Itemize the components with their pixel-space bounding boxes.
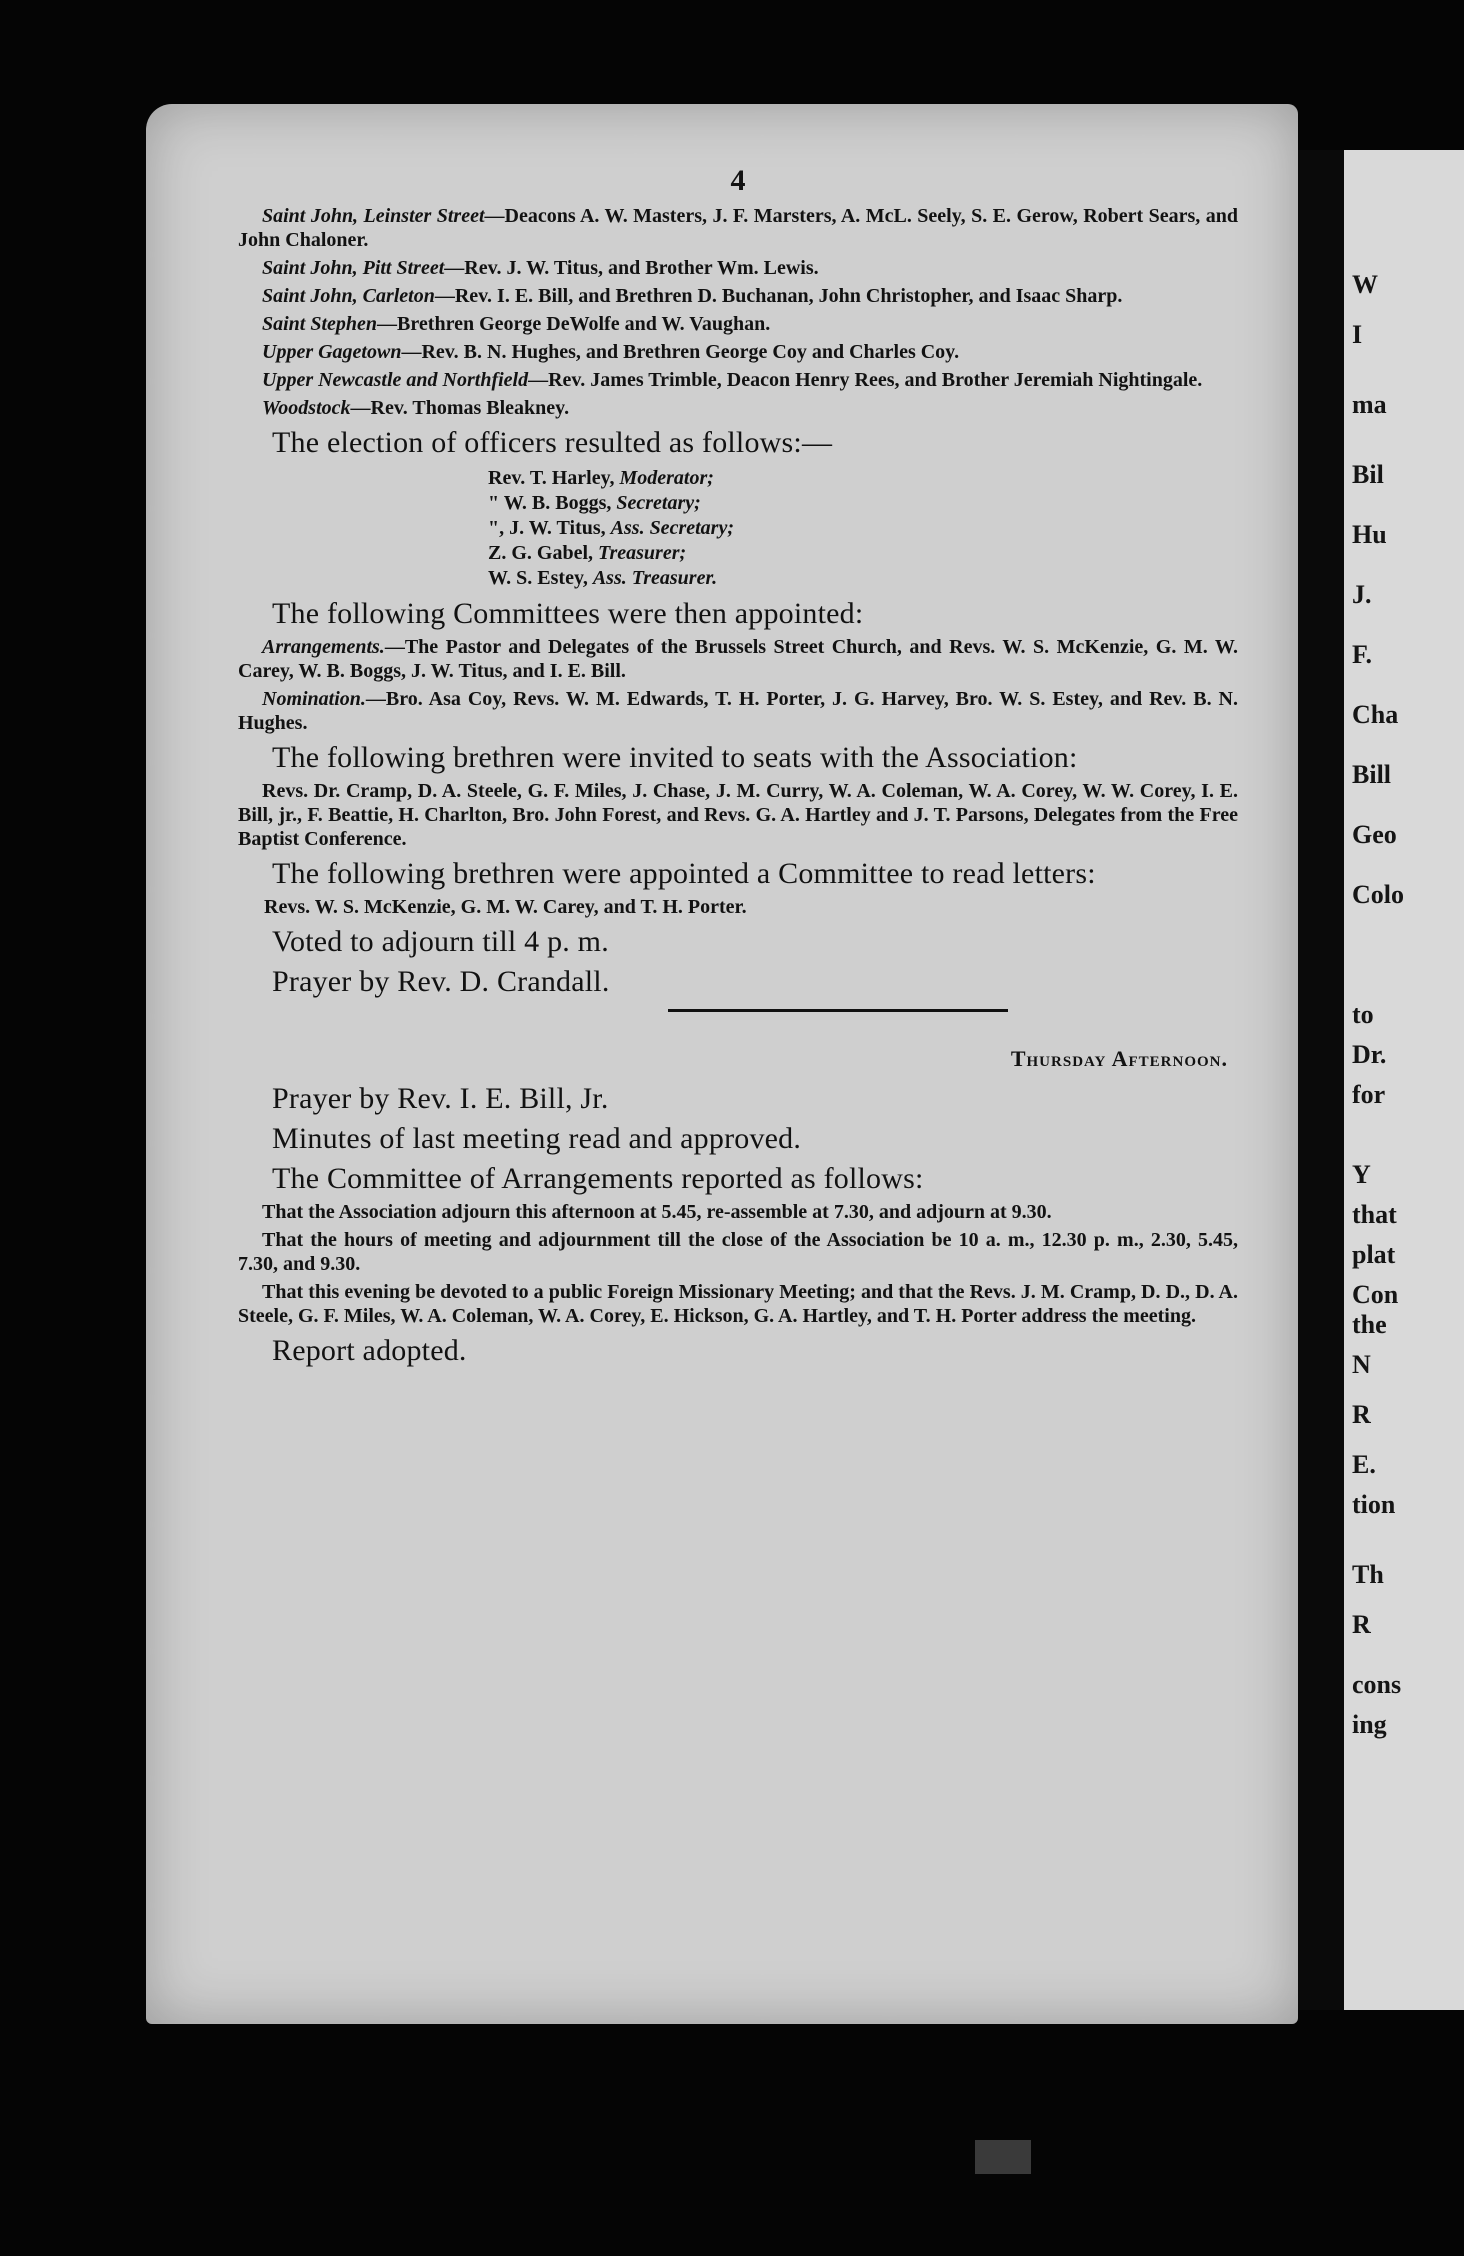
delegate-text: —Rev. Thomas Bleakney. xyxy=(350,397,570,419)
delegate-place: Woodstock xyxy=(262,397,351,419)
election-heading: The election of officers resulted as follows:— xyxy=(272,426,833,459)
delegate-entry xyxy=(238,284,1238,308)
delegate-text: —Deacons A. W. Masters, J. F. Marsters, A. McL. Seely, S. E. Gerow, Robert Sears, and John Chaloner. xyxy=(238,205,1239,251)
delegate-entry xyxy=(238,256,1238,280)
adjacent-page-fragment: J. xyxy=(1352,580,1372,609)
letters-heading: The following brethren were appointed a Committee to read letters: xyxy=(272,857,1096,890)
report-adopted: Report adopted. xyxy=(272,1334,467,1367)
session-title: Thursday Afternoon. xyxy=(1010,1046,1228,1071)
delegate-place: Saint John, Carleton xyxy=(262,285,435,307)
delegate-place: Saint Stephen xyxy=(262,313,378,335)
report-item: That the Association adjourn this afternoon at 5.45, re-assemble at 7.30, and adjourn at 9.30. xyxy=(262,1201,1052,1223)
report-item: That the hours of meeting and adjournment till the close of the Association be 10 a. m., 12.30 p. m., 2.30, 5.45, 7.30, and 9.30. xyxy=(238,1229,1238,1275)
delegates-list xyxy=(238,204,1238,420)
officer-line xyxy=(488,566,1238,591)
delegate-text: —Rev. James Trimble, Deacon Henry Rees, and Brother Jeremiah Nightingale. xyxy=(528,369,1203,391)
binding-gutter xyxy=(1298,150,1344,2010)
delegate-text: —Rev. J. W. Titus, and Brother Wm. Lewis. xyxy=(444,257,819,279)
invited-heading: The following brethren were invited to seats with the Association: xyxy=(272,741,1078,774)
officers-list xyxy=(488,466,1238,591)
officer-name: Z. G. Gabel, xyxy=(488,542,594,564)
adjacent-page-fragment: Hu xyxy=(1352,520,1387,549)
adjacent-page-fragment: Con xyxy=(1352,1280,1399,1309)
page-number: 4 xyxy=(730,164,746,197)
report-item: That this evening be devoted to a public Foreign Missionary Meeting; and that the Revs. J. M. Cramp, D. D., D. A. Steele, G. F. Miles, W. A. Coleman, W. A. Corey, E. Hickson, G. A. Hartley, and T. H. Porter address the meeting. xyxy=(238,1281,1238,1327)
adjacent-page-fragment: E. xyxy=(1352,1450,1376,1479)
officer-role: Ass. Treasurer. xyxy=(592,567,718,589)
delegate-entry xyxy=(238,312,1238,336)
adjacent-page-fragment: Cha xyxy=(1352,700,1399,729)
officer-name: ", J. W. Titus, xyxy=(488,517,606,539)
adjacent-page-fragment: ma xyxy=(1352,390,1387,419)
officer-name: W. S. Estey, xyxy=(488,567,588,589)
committees-heading: The following Committees were then appointed: xyxy=(272,597,864,630)
document-page xyxy=(146,104,1298,2024)
adjacent-page-fragment: that xyxy=(1352,1200,1397,1229)
prayer-note: Prayer by Rev. D. Crandall. xyxy=(272,965,610,998)
committee-name: Nomination. xyxy=(262,688,366,710)
adjacent-page-fragment: Dr. xyxy=(1352,1040,1387,1069)
letters-committee: Revs. W. S. McKenzie, G. M. W. Carey, and T. H. Porter. xyxy=(264,896,747,918)
adjacent-page-fragment: the xyxy=(1352,1310,1387,1339)
officer-name: Rev. T. Harley, xyxy=(488,467,615,489)
page-content xyxy=(238,164,1238,1372)
officer-name: " W. B. Boggs, xyxy=(488,492,612,514)
delegate-entry xyxy=(238,340,1238,364)
adjacent-page-fragment: cons xyxy=(1352,1670,1402,1699)
adjacent-page-fragment: Bill xyxy=(1352,760,1392,789)
delegate-text: —Brethren George DeWolfe and W. Vaughan. xyxy=(377,313,771,335)
delegate-text: —Rev. B. N. Hughes, and Brethren George Coy and Charles Coy. xyxy=(401,341,960,363)
adjacent-page-fragment: to xyxy=(1352,1000,1374,1029)
adjourn-note: Voted to adjourn till 4 p. m. xyxy=(272,925,609,958)
adjacent-page-fragment: for xyxy=(1352,1080,1386,1109)
officer-line xyxy=(488,516,1238,541)
scan-mark xyxy=(975,2140,1031,2174)
report-heading: The Committee of Arrangements reported as follows: xyxy=(272,1162,924,1195)
adjacent-page-fragment: plat xyxy=(1352,1240,1396,1269)
committee-text: —The Pastor and Delegates of the Brussels Street Church, and Revs. W. S. McKenzie, G. M. W. Carey, W. B. Boggs, J. W. Titus, and I. E. Bill. xyxy=(238,636,1238,682)
adjacent-page-fragment: R xyxy=(1352,1400,1371,1429)
committee-entry xyxy=(238,687,1238,735)
officer-line xyxy=(488,541,1238,566)
officer-line xyxy=(488,466,1238,491)
adjacent-page-fragment: N xyxy=(1352,1350,1371,1379)
adjacent-page-fragment: F. xyxy=(1352,640,1372,669)
delegate-text: —Rev. I. E. Bill, and Brethren D. Buchanan, John Christopher, and Isaac Sharp. xyxy=(434,285,1123,307)
adjacent-page-fragment: W xyxy=(1352,270,1378,299)
delegate-place: Saint John, Pitt Street xyxy=(262,257,445,279)
minutes-note: Minutes of last meeting read and approved. xyxy=(272,1122,802,1155)
delegate-entry xyxy=(238,368,1238,392)
delegate-place: Saint John, Leinster Street xyxy=(262,205,485,227)
adjacent-page-fragment: Y xyxy=(1352,1160,1371,1189)
delegate-entry xyxy=(238,396,1238,420)
adjacent-page-fragment: Colo xyxy=(1352,880,1404,909)
section-divider xyxy=(668,1009,1008,1012)
committee-name: Arrangements. xyxy=(262,636,385,658)
adjacent-page-fragment: Bil xyxy=(1352,460,1384,489)
prayer-note: Prayer by Rev. I. E. Bill, Jr. xyxy=(272,1082,609,1115)
delegate-place: Upper Newcastle and Northfield xyxy=(262,369,529,391)
delegate-place: Upper Gagetown xyxy=(262,341,402,363)
invited-text: Revs. Dr. Cramp, D. A. Steele, G. F. Miles, J. Chase, J. M. Curry, W. A. Coleman, W. A. Corey, W. W. Corey, I. E. Bill, jr., F. Beattie, H. Charlton, Bro. John Forest, and Revs. G. A. Hartley and J. T. Parsons, Delegates from the Free Baptist Conference. xyxy=(238,780,1238,850)
adjacent-page-fragment: tion xyxy=(1352,1490,1396,1519)
adjacent-page-fragment: R xyxy=(1352,1610,1371,1639)
committee-entry xyxy=(238,635,1238,683)
delegate-entry xyxy=(238,204,1238,252)
adjacent-page-fragment: Geo xyxy=(1352,820,1397,849)
adjacent-page-fragment: I xyxy=(1352,320,1363,349)
officer-role: Moderator; xyxy=(619,467,714,489)
committee-text: —Bro. Asa Coy, Revs. W. M. Edwards, T. H. Porter, J. G. Harvey, Bro. W. S. Estey, and Rev. B. N. Hughes. xyxy=(238,688,1238,734)
adjacent-page-edge xyxy=(1344,150,1464,2010)
officer-role: Secretary; xyxy=(616,492,701,514)
officer-line xyxy=(488,491,1238,516)
adjacent-page-fragment: Th xyxy=(1352,1560,1384,1589)
adjacent-page-fragment: ing xyxy=(1352,1710,1387,1739)
officer-role: Ass. Secretary; xyxy=(610,517,734,539)
officer-role: Treasurer; xyxy=(598,542,687,564)
